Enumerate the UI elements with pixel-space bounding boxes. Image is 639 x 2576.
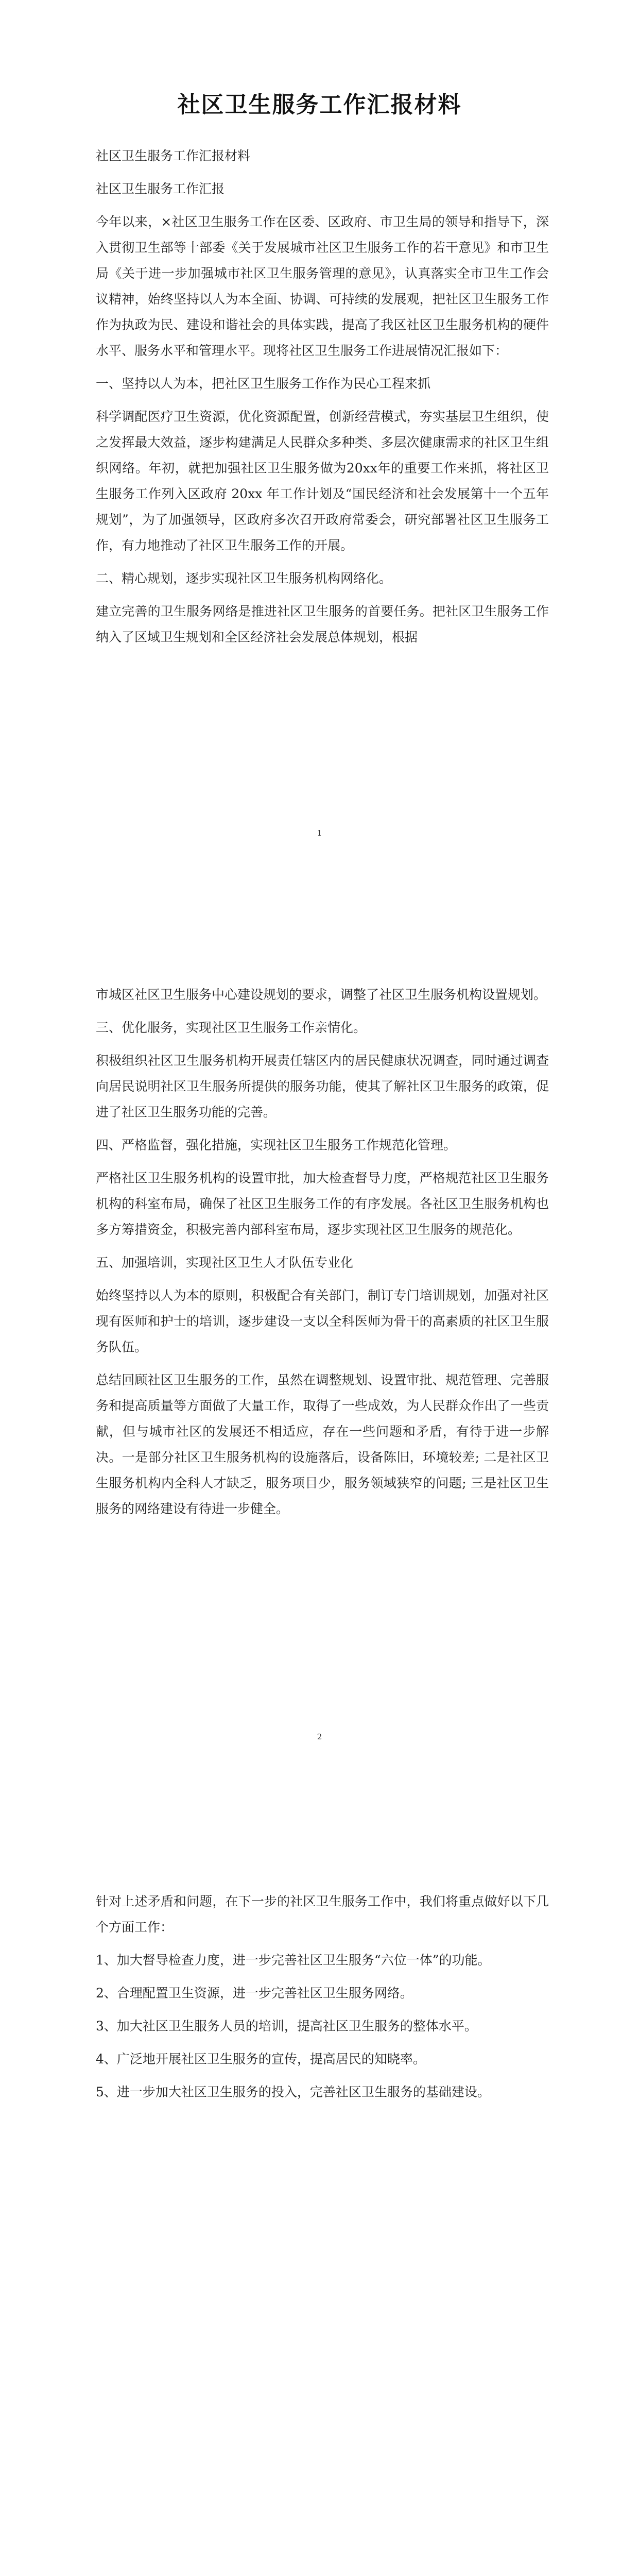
section-heading: 四、严格监督，强化措施，实现社区卫生服务工作规范化管理。 [96,1138,457,1153]
page-3-body [96,1889,549,2112]
section-heading: 一、坚持以人为本，把社区卫生服务工作作为民心工程来抓 [96,376,431,391]
paragraph: 市城区社区卫生服务中心建设规划的要求，调整了社区卫生服务机构设置规划。 [96,987,547,1002]
paragraph: 今年以来，×社区卫生服务工作在区委、区政府、市卫生局的领导和指导下，深入贯彻卫生部等十部委《关于发展城市社区卫生服务工作的若干意见》和市卫生局《关于进一步加强城市社区卫生服务管理的意见》，认真落实全市卫生工作会议精神，始终坚持以人为本全面、协调、可持续的发展观，把社区卫生服务工作作为执政为民、建设和谐社会的具体实践，提高了我区社区卫生服务机构的硬件水平、服务水平和管理水平。现将社区卫生服务工作进展情况汇报如下： [96,214,549,358]
section-heading: 二、精心规划，逐步实现社区卫生服务机构网络化。 [96,571,392,586]
document-title: 社区卫生服务工作汇报材料 [177,92,462,118]
paragraph: 建立完善的卫生服务网络是推进社区卫生服务的首要任务。把社区卫生服务工作纳入了区域卫生规划和全区经济社会发展总体规划，根据 [96,604,549,645]
paragraph: 社区卫生服务工作汇报材料 [96,148,251,163]
paragraph: 科学调配医疗卫生资源，优化资源配置，创新经营模式，夯实基层卫生组织，使之发挥最大效益，逐步构建满足人民群众多种类、多层次健康需求的社区卫生组织网络。年初，就把加强社区卫生服务做为20xx年的重要工作来抓，将社区卫生服务工作列入区政府 20xx 年工作计划及“国民经济和社会发展第十一个五年规划”，为了加强领导，区政府多次召开政府常委会，研究部署社区卫生服务工作，有力地推动了社区卫生服务工作的开展。 [96,409,549,553]
list-item: 4、广泛地开展社区卫生服务的宣传，提高居民的知晓率。 [96,2052,426,2066]
page-2-body [96,982,549,1529]
list-item: 1、加大督导检查力度，进一步完善社区卫生服务“六位一体”的功能。 [96,1953,491,1968]
paragraph: 总结回顾社区卫生服务的工作，虽然在调整规划、设置审批、规范管理、完善服务和提高质量等方面做了大量工作，取得了一些成效，为人民群众作出了一些贡献，但与城市社区的发展还不相适应，存在一些问题和矛盾，有待于进一步解决。一是部分社区卫生服务机构的设施落后，设备陈旧，环境较差; 二是社区卫生服务机构内全科人才缺乏，服务项目少，服务领域狭窄的问题; 三是社区卫生服务的网络建设有待进一步健全。 [96,1372,549,1516]
list-item: 3、加大社区卫生服务人员的培训，提高社区卫生服务的整体水平。 [96,2019,477,2033]
paragraph: 始终坚持以人为本的原则，积极配合有关部门，制订专门培训规划，加强对社区现有医师和护士的培训，逐步建设一支以全科医师为骨干的高素质的社区卫生服务队伍。 [96,1288,549,1354]
section-heading: 三、优化服务，实现社区卫生服务工作亲情化。 [96,1020,367,1035]
paragraph: 社区卫生服务工作汇报 [96,181,225,196]
section-heading: 五、加强培训，实现社区卫生人才队伍专业化 [96,1255,354,1270]
paragraph: 积极组织社区卫生服务机构开展责任辖区内的居民健康状况调查，同时通过调查向居民说明社区卫生服务所提供的服务功能，使其了解社区卫生服务的政策，促进了社区卫生服务功能的完善。 [96,1053,549,1120]
paragraph: 针对上述矛盾和问题，在下一步的社区卫生服务工作中，我们将重点做好以下几个方面工作： [96,1894,549,1935]
page-number: 1 [317,828,322,838]
list-item: 5、进一步加大社区卫生服务的投入，完善社区卫生服务的基础建设。 [96,2084,490,2099]
page-1-body [96,143,549,657]
page-number: 2 [317,1732,322,1741]
list-item: 2、合理配置卫生资源，进一步完善社区卫生服务网络。 [96,1986,413,2001]
paragraph: 严格社区卫生服务机构的设置审批，加大检查督导力度，严格规范社区卫生服务机构的科室布局，确保了社区卫生服务工作的有序发展。各社区卫生服务机构也多方筹措资金，积极完善内部科室布局，逐步实现社区卫生服务的规范化。 [96,1171,549,1237]
